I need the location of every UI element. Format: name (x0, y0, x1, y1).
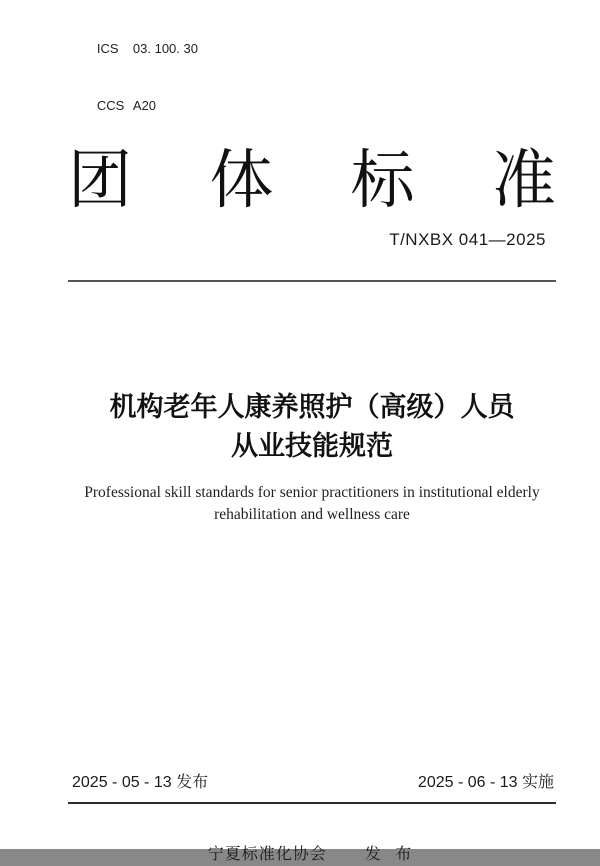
doc-type-char: 标 (350, 144, 415, 216)
doc-type-char: 团 (68, 144, 132, 216)
ccs-row (68, 77, 556, 134)
ics-value: 03. 100. 30 (132, 41, 198, 56)
subtitle-en-line1: Professional skill standards for senior practitioners in institutional elderly (84, 484, 540, 501)
doc-type-char: 体 (209, 144, 274, 216)
publisher-name: 宁夏标准化协会 (207, 846, 327, 863)
main-title-zh (68, 388, 556, 466)
ics-label: ICS (96, 41, 119, 56)
subtitle-en-line2: rehabilitation and wellness care (214, 506, 410, 523)
main-title-line2: 从业技能规范 (231, 431, 393, 461)
main-title-line1: 机构老年人康养照护（高级）人员 (109, 392, 515, 422)
ccs-label: CCS (96, 98, 125, 113)
ics-row (68, 20, 556, 77)
issue-date: 2025 - 05 - 13 发布 (72, 774, 209, 791)
implement-date: 2025 - 06 - 13 实施 (417, 774, 554, 791)
standard-number: T/NXBX 041—2025 (389, 230, 546, 249)
doc-type-heading (68, 146, 556, 214)
doc-type-char: 准 (491, 144, 556, 216)
publisher-row (68, 844, 556, 866)
header-divider-line (68, 280, 556, 282)
publish-label: 发 布 (364, 846, 417, 863)
subtitle-en (68, 482, 556, 526)
ccs-value: A20 (132, 98, 157, 113)
ics-ccs-block (68, 20, 556, 134)
dates-row (68, 772, 556, 804)
